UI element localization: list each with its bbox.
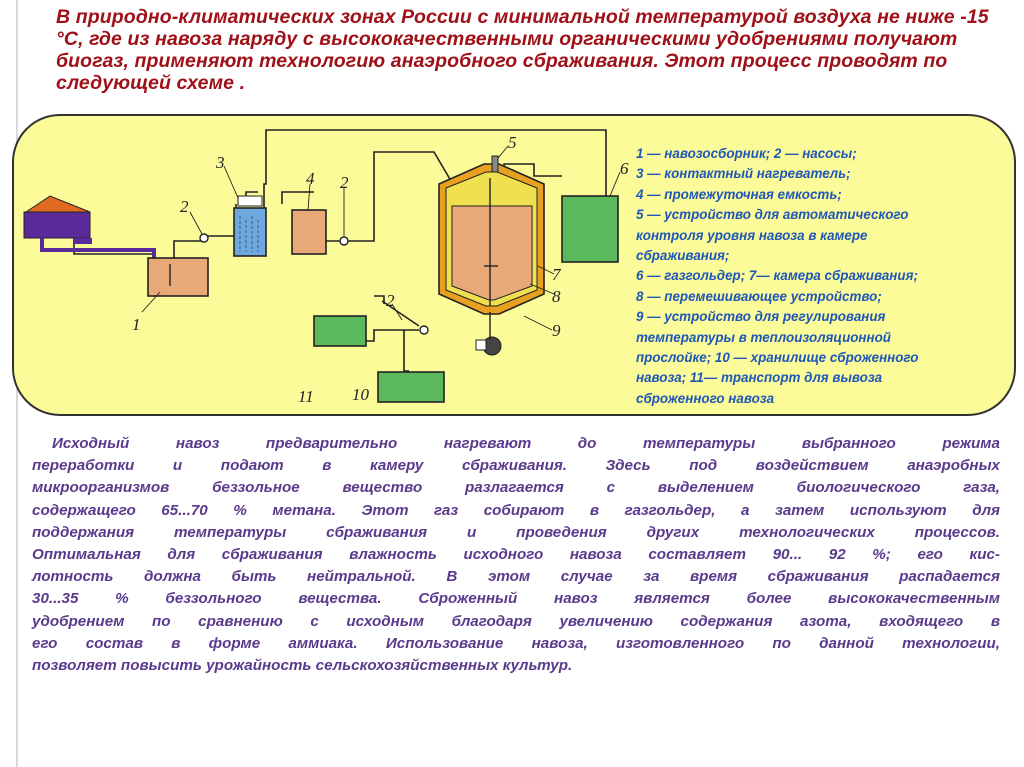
biogas-scheme-diagram bbox=[14, 116, 634, 414]
legend-line: сбраживания; bbox=[636, 248, 730, 264]
body-line: поддержания температуры сбраживания и проведения других технологических процессов. bbox=[32, 523, 1000, 541]
body-line: его состав в форме аммиака. Использование навоза, изготовленного по данной технологии, bbox=[32, 634, 1000, 652]
pump-1 bbox=[200, 234, 208, 242]
legend-line: контроля уровня навоза в камере bbox=[636, 227, 868, 243]
diagram-legend bbox=[636, 144, 1008, 409]
temperature-regulator bbox=[476, 312, 501, 355]
label-3: 3 bbox=[216, 153, 225, 172]
label-2b: 2 bbox=[340, 173, 349, 192]
legend-line: 5 — устройство для автоматического bbox=[636, 207, 909, 223]
label-4: 4 bbox=[306, 169, 315, 188]
body-line: Оптимальная для сбраживания влажность исходного навоза составляет 90... 92 %; его кис- bbox=[32, 545, 1000, 563]
label-9: 9 bbox=[552, 321, 561, 340]
manure-collector bbox=[148, 258, 208, 296]
fermented-manure-storage bbox=[378, 372, 444, 402]
legend-line: 9 — устройство для регулирования bbox=[636, 309, 886, 325]
body-line: содержащего 65...70 % метана. Этот газ собирают в газгольдер, а затем используют для bbox=[32, 501, 1000, 519]
legend-line: температуры в теплоизоляционной bbox=[636, 329, 891, 345]
pipe-to-digester bbox=[324, 152, 454, 241]
label-7: 7 bbox=[552, 265, 561, 284]
body-line: микроорганизмов беззольное вещество разлагается с выделением биологического газа, bbox=[32, 479, 1000, 497]
label-8: 8 bbox=[552, 287, 561, 306]
contact-heater bbox=[234, 196, 266, 256]
label-1: 1 bbox=[132, 315, 141, 334]
legend-line: навоза; 11— транспорт для вывоза bbox=[636, 370, 883, 386]
legend-line: 3 — контактный нагреватель; bbox=[636, 166, 851, 182]
pump-3 bbox=[420, 326, 428, 334]
body-paragraph bbox=[32, 433, 1000, 677]
legend-line: 4 — промежуточная емкость; bbox=[636, 186, 842, 202]
legend-line: 8 — перемешивающее устройство; bbox=[636, 288, 882, 304]
pump-2 bbox=[340, 237, 348, 245]
legend-line: 6 — газгольдер; 7— камера сбраживания; bbox=[636, 268, 918, 284]
label-2a: 2 bbox=[180, 197, 189, 216]
body-line: лотность должна быть нейтральной. В этом случае за время сбраживания распадается bbox=[32, 568, 1000, 586]
label-11: 11 bbox=[298, 387, 314, 406]
transport bbox=[314, 316, 366, 346]
body-line: 30...35 % беззольного вещества. Сброженный навоз является более высококачественным bbox=[32, 590, 1000, 608]
legend-line: 1 — навозосборник; 2 — насосы; bbox=[636, 146, 857, 161]
intermediate-tank bbox=[292, 210, 326, 254]
digestion-chamber bbox=[439, 164, 544, 314]
body-line: позволяет повысить урожайность сельскохозяйственных культур. bbox=[32, 656, 573, 674]
body-line: Исходный навоз предварительно нагревают до температуры выбранного режима bbox=[52, 435, 1000, 452]
label-2c: 2 bbox=[386, 291, 395, 310]
legend-line: сброженного навоза bbox=[636, 390, 775, 406]
label-5: 5 bbox=[508, 133, 517, 152]
page-title: В природно-климатических зонах России с минимальной температурой воздуха не ниже -15 °С, где из навоза наряду с высококачественными органическими удобрениями получают биогаз, применяют технологию анаэробного сбраживания. Этот процесс проводят по следующей схеме . bbox=[56, 6, 989, 94]
legend-line: прослойке; 10 — хранилище сброженного bbox=[636, 350, 919, 366]
pipe-to-storage bbox=[404, 330, 409, 371]
label-6: 6 bbox=[620, 159, 629, 178]
level-sensor bbox=[492, 156, 498, 172]
pipe-top-return bbox=[264, 130, 606, 214]
body-line: переработки и подают в камеру сбраживания. Здесь под воздействием анаэробных bbox=[32, 457, 1000, 475]
body-line: удобрением по сравнению с исходным благодаря увеличению содержания азота, входящего в bbox=[32, 612, 1000, 630]
label-10: 10 bbox=[352, 385, 369, 404]
gas-holder bbox=[562, 196, 618, 262]
